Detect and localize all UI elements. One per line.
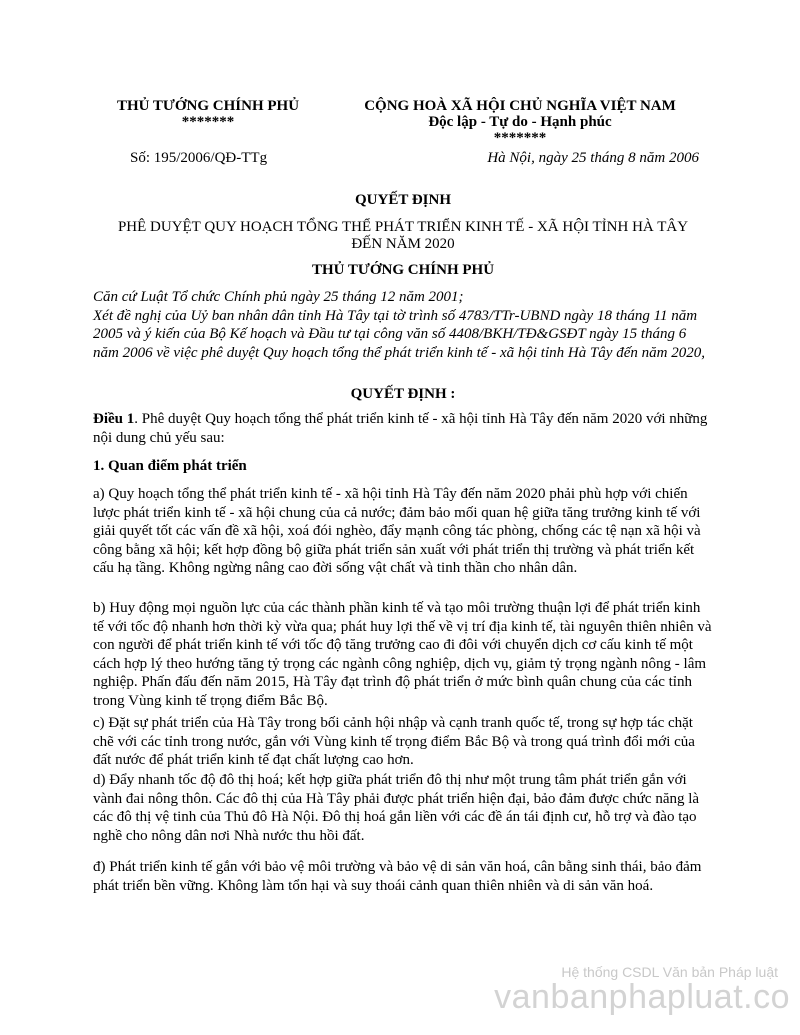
watermark-site: vanbanphapluat.co bbox=[494, 978, 790, 1016]
issuing-authority: THỦ TƯỚNG CHÍNH PHỦ bbox=[116, 98, 300, 114]
legal-basis: Căn cứ Luật Tổ chức Chính phủ ngày 25 tháng 12 năm 2001; bbox=[93, 289, 464, 305]
document-type: QUYẾT ĐỊNH bbox=[355, 192, 451, 208]
watermark-caption: Hệ thống CSDL Văn bản Pháp luật bbox=[561, 964, 778, 980]
article-1 bbox=[93, 410, 713, 447]
left-stars: ******* bbox=[181, 114, 235, 130]
paragraph-d: d) Đẩy nhanh tốc độ đô thị hoá; kết hợp giữa phát triển đô thị như một trung tâm phát triển gắn với vành đai nông thôn. Các đô thị của Hà Tây phải được phát triển hiện đại, bảo đảm được chức năng là các đô thị vệ tinh của Thủ đô Hà Nội. Đô thị hoá gắn liền với các đề án tái định cư, hỗ trợ và đào tạo nghề cho nông dân nơi Nhà nước thu hồi đất. bbox=[93, 772, 700, 844]
article-1-text: . Phê duyệt Quy hoạch tổng thể phát triển kinh tế - xã hội tỉnh Hà Tây đến năm 2020 với những nội dung chủ yếu sau: bbox=[93, 411, 708, 446]
consideration: Xét đề nghị của Uỷ ban nhân dân tỉnh Hà Tây tại tờ trình số 4783/TTr-UBND ngày 18 tháng 11 năm 2005 và ý kiến của Bộ Kế hoạch và Đầu tư tại công văn số 4408/BKH/TĐ&GSĐT ngày 15 tháng 6 năm 2006 về việc phê duyệt Quy hoạch tổng thể phát triển kinh tế - xã hội tỉnh Hà Tây đến năm 2020, bbox=[93, 307, 705, 361]
right-stars: ******* bbox=[493, 130, 547, 146]
preamble bbox=[93, 288, 713, 362]
subject-line-1: PHÊ DUYỆT QUY HOẠCH TỔNG THỂ PHÁT TRIỂN KINH TẾ - XÃ HỘI TỈNH HÀ TÂY bbox=[117, 219, 689, 235]
article-1-label: Điều 1 bbox=[93, 411, 135, 427]
decision-heading: QUYẾT ĐỊNH : bbox=[350, 386, 456, 402]
national-motto: Độc lập - Tự do - Hạnh phúc bbox=[428, 114, 612, 130]
paragraph-b: b) Huy động mọi nguồn lực của các thành phần kinh tế và tạo môi trường thuận lợi để phát triển kinh tế với tốc độ nhanh hơn thời kỳ vừa qua; phát huy lợi thế về vị trí địa kinh tế, tài nguyên thiên nhiên và con người để phát triển kinh tế với tốc độ tăng trưởng cao đi đôi với chuyển dịch cơ cấu kinh tế một cách hợp lý theo hướng tăng tỷ trọng các ngành công nghiệp, dịch vụ, giảm tỷ trọng ngành nông - lâm nghiệp. Phấn đấu đến năm 2015, Hà Tây đạt trình độ phát triển ở mức bình quân chung của các tỉnh trong Vùng kinh tế trọng điểm Bắc Bộ. bbox=[93, 600, 712, 709]
subject-line-2: ĐẾN NĂM 2020 bbox=[351, 236, 455, 252]
paragraph-a: a) Quy hoạch tổng thể phát triển kinh tế - xã hội tỉnh Hà Tây đến năm 2020 phải phù hợp với chiến lược phát triển kinh tế - xã hội chung của cả nước; đảm bảo mối quan hệ giữa tăng trưởng kinh tế với giải quyết tốt các vấn đề xã hội, xoá đói nghèo, đẩy mạnh công tác phòng, chống các tệ nạn xã hội và công bằng xã hội; kết hợp đồng bộ giữa phát triển sản xuất với phát triển thị trường và phát triển kết cấu hạ tầng. Không ngừng nâng cao đời sống vật chất và tinh thần cho nhân dân. bbox=[93, 486, 701, 576]
place-and-date: Hà Nội, ngày 25 tháng 8 năm 2006 bbox=[487, 150, 699, 166]
section-1-heading: 1. Quan điểm phát triển bbox=[93, 458, 247, 474]
paragraph-dd: đ) Phát triển kinh tế gắn với bảo vệ môi trường và bảo vệ di sản văn hoá, cân bằng sinh thái, bảo đảm phát triển bền vững. Không làm tổn hại và suy thoái cảnh quan thiên nhiên và di sản văn hoá. bbox=[93, 859, 702, 894]
issuer-heading: THỦ TƯỚNG CHÍNH PHỦ bbox=[311, 262, 495, 278]
country-name: CỘNG HOÀ XÃ HỘI CHỦ NGHĨA VIỆT NAM bbox=[364, 98, 676, 114]
paragraph-c: c) Đặt sự phát triển của Hà Tây trong bối cảnh hội nhập và cạnh tranh quốc tế, trong sự hợp tác chặt chẽ với các tỉnh trong nước, gắn với Vùng kinh tế trọng điểm Bắc Bộ và trong quá trình đổi mới của đất nước để phát triển kinh tế đạt chất lượng cao hơn. bbox=[93, 715, 695, 768]
document-number: Số: 195/2006/QĐ-TTg bbox=[130, 150, 268, 166]
